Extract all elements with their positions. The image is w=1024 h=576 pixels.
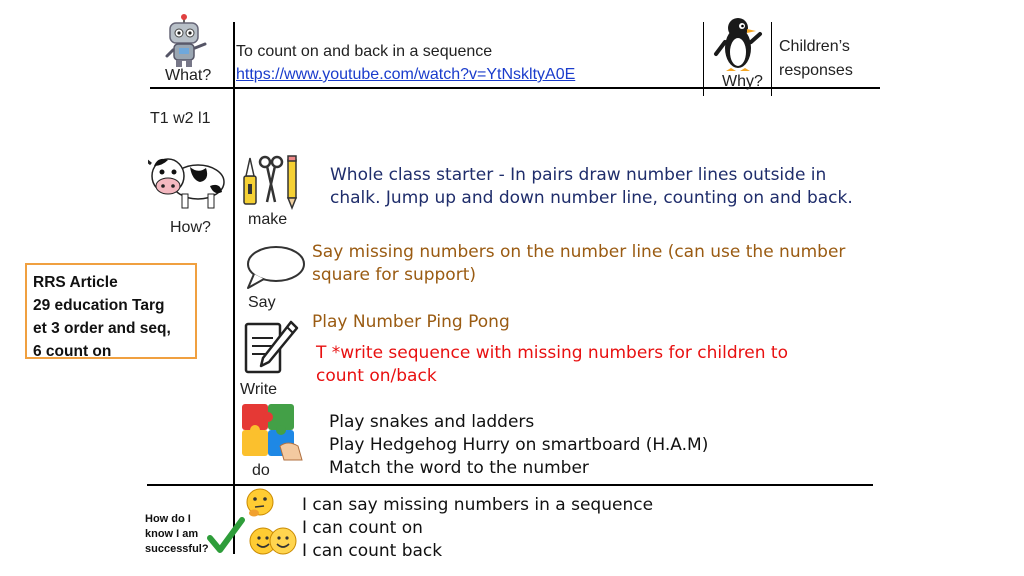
rrs-line-2: 29 education Targ (33, 297, 165, 314)
make-activity-line-1: Whole class starter - In pairs draw number lines outside in (330, 165, 827, 185)
write-activity-line-2: count on/back (316, 366, 437, 386)
robot-icon (164, 14, 208, 68)
why-divider-right (771, 22, 772, 96)
success-criteria-line-1: I can say missing numbers in a sequence (302, 495, 654, 515)
rrs-line-1: RRS Article (33, 274, 118, 291)
write-label: Write (240, 381, 278, 398)
success-question (145, 512, 209, 557)
ping-pong-activity: Play Number Ping Pong (312, 312, 510, 332)
write-activity-line-1: T *write sequence with missing numbers for children to (316, 343, 788, 363)
do-activity (329, 411, 708, 480)
do-activity-line-3: Match the word to the number (329, 458, 589, 478)
say-activity-line-2: square for support) (312, 265, 476, 285)
vertical-divider (233, 22, 235, 554)
responses-line-1: Children’s (779, 38, 850, 55)
how-label: How? (170, 219, 211, 236)
thinking-face-icon (244, 487, 276, 519)
cow-icon (148, 152, 226, 210)
penguin-icon (712, 14, 764, 72)
week-lesson-label: T1 w2 l1 (150, 110, 211, 127)
success-question-line-1: How do I (145, 513, 191, 525)
why-divider-left (703, 22, 704, 96)
check-mark-icon (206, 516, 246, 556)
do-activity-line-1: Play snakes and ladders (329, 412, 535, 432)
do-label: do (252, 462, 270, 479)
footer-divider (147, 484, 873, 486)
do-activity-line-2: Play Hedgehog Hurry on smartboard (H.A.M) (329, 435, 709, 455)
responses-line-2: responses (779, 62, 853, 79)
puzzle-icon (240, 402, 306, 464)
make-activity (330, 164, 853, 210)
success-criteria-line-3: I can count back (302, 541, 443, 561)
make-activity-line-2: chalk. Jump up and down number line, counting on and back. (330, 188, 853, 208)
what-label: What? (165, 67, 212, 84)
success-question-line-3: successful? (145, 543, 209, 555)
why-label: Why? (722, 73, 763, 90)
success-criteria-line-2: I can count on (302, 518, 423, 538)
write-activity (316, 342, 788, 388)
video-link[interactable]: https://www.youtube.com/watch?v=YtNskltyA0E (236, 66, 576, 83)
smiling-faces-icon (246, 525, 298, 557)
make-label: make (248, 211, 288, 228)
say-activity-line-1: Say missing numbers on the number line (can use the number (312, 242, 846, 262)
rrs-line-3: et 3 order and seq, (33, 320, 171, 337)
say-label: Say (248, 294, 276, 311)
rrs-line-4: 6 count on (33, 343, 112, 360)
childrens-responses-label (779, 35, 853, 83)
pencil-paper-icon (243, 318, 299, 376)
lesson-objective: To count on and back in a sequence (236, 43, 493, 60)
success-criteria (302, 494, 653, 563)
rrs-article-box (25, 263, 197, 359)
speech-bubble-icon (244, 244, 306, 290)
say-activity (312, 241, 845, 287)
craft-tools-icon (240, 154, 302, 210)
success-question-line-2: know I am (145, 528, 199, 540)
